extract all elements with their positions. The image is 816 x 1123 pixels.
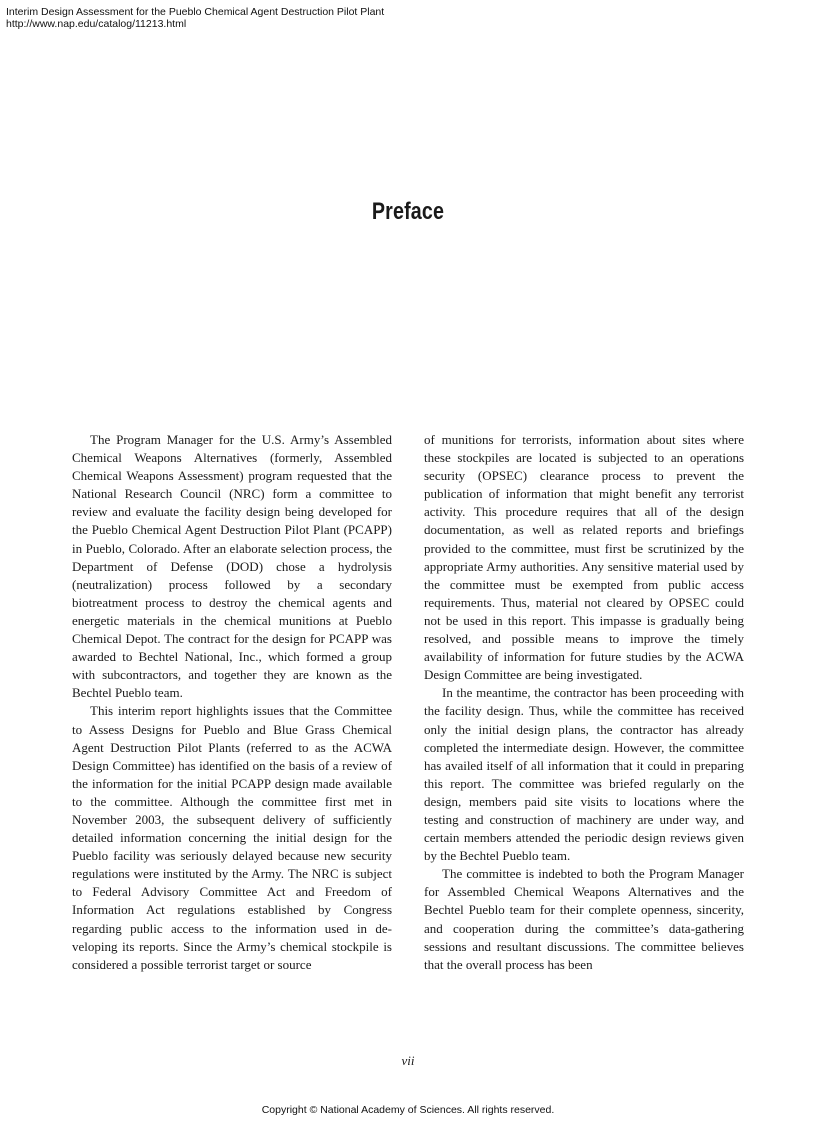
header-title: Interim Design Assessment for the Pueblo Chemical Agent Destruction Pilot Plant <box>6 6 385 18</box>
running-header <box>6 6 384 30</box>
page-title: Preface <box>371 198 445 225</box>
paragraph: In the meantime, the contractor has been proceeding with the facility design. Thus, while the committee has received only the initial design plans, the contractor has already completed the intermediate design. However, the committee has availed itself of all information that it could in preparing this report. The committee was briefed regularly on the design, members paid site visits to locations where the testing and construction of machinery are under way, and certain members attended the periodic design reviews given by the Bechtel Pueblo team. <box>424 685 744 864</box>
paragraph: This interim report highlights issues that the Committee to Assess Designs for Pueblo and Blue Grass Chemical Agent Destruction Pilot Plants (referred to as the ACWA Design Committee) has identified on the basis of a review of the information for the initial PCAPP design made available to the committee. Although the committee first met in November 2003, the subsequent delivery of sufficiently detailed information concerning the initial design for the Pueblo facility was seriously delayed because new security regulations were instituted by the Army. The NRC is subject to Federal Advisory Committee Act and Freedom of Information Act regulations established by Congress regarding public access to the information used in developing its reports. Since the Army’s chemical stockpile is considered a possible terrorist target or source <box>72 703 392 972</box>
left-column <box>72 431 392 974</box>
header-url[interactable]: http://www.nap.edu/catalog/11213.html <box>6 18 187 30</box>
paragraph: of munitions for terrorists, information about sites where these stockpiles are located is subjected to an operations security (OPSEC) clearance process to prevent the publication of information that might benefit any terrorist activity. This procedure requires that all of the design documentation, as well as related reports and briefings provided to the committee, must first be scrutinized by the appropriate Army authorities. Any sensitive material used by the committee must be exempted from public access requirements. Thus, material not cleared by OPSEC could not be used in this report. This impasse is gradually being resolved, and possible means to improve the timely availability of information for future studies by the ACWA Design Committee are being investigated. <box>424 432 744 683</box>
copyright-footer: Copyright © National Academy of Sciences. All rights reserved. <box>261 1104 555 1116</box>
paragraph: The Program Manager for the U.S. Army’s Assembled Chemical Weapons Alternatives (formerly, Assembled Chemical Weapons Assessment) program requested that the National Research Council (NRC) form a committee to review and evaluate the facility design being developed for the Pueblo Chemical Agent Destruction Pilot Plant (PCAPP) in Pueblo, Colorado. After an elaborate selection process, the Department of Defense (DOD) chose a hydrolysis (neutralization) process followed by a secondary biotreatment process to destroy the chemical agents and energetic materials in the chemical munitions at Pueblo Chemical Depot. The contract for the design for PCAPP was awarded to Bechtel National, Inc., which formed a group with subcontractors, and together they are known as the Bechtel Pueblo team. <box>72 432 392 701</box>
paragraph: The committee is indebted to both the Program Manager for Assembled Chemical Weapons Alternatives and the Bechtel Pueblo team for their complete openness, sincerity, and cooperation during the committee’s data-gathering sessions and resultant discussions. The committee believes that the overall process has been <box>424 866 744 972</box>
right-column <box>424 431 744 974</box>
page-number: vii <box>401 1053 415 1068</box>
